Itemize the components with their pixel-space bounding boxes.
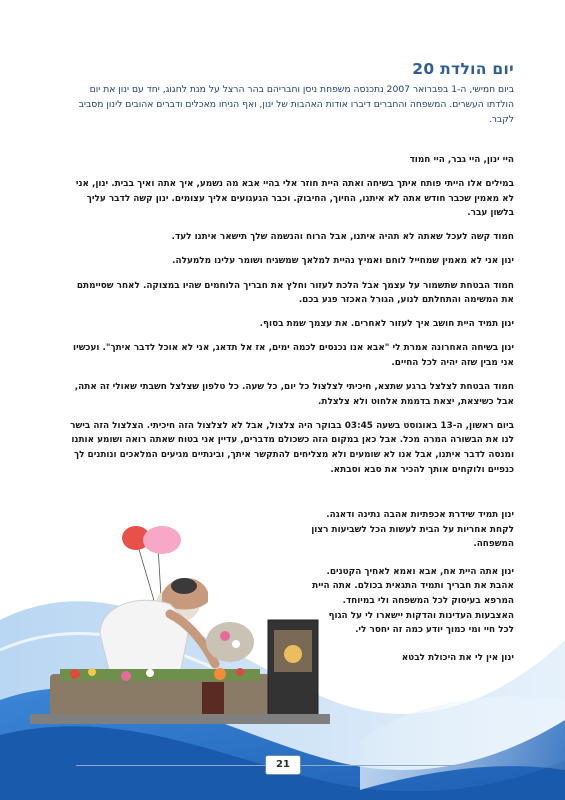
page-footer — [0, 753, 565, 777]
page-title: יום הולדת 20 — [412, 60, 514, 78]
intro-paragraph: ביום חמישי, ה-1 בפברואר 2007 נתכנסה משפחת ניסן וחבריהם בהר הרצל על מנת לחגוג, יחד עם ינון את יום הולדתו העשרים. המשפחה והחברים דיברו אודות האהבות של ינון, ואף הניחו מאכלים ודברים אהובים לינון מסביב לקבר. — [78, 84, 514, 125]
balloon-icon — [143, 526, 181, 554]
letter-paragraph: ינון תמיד שידרת אכפתיות אהבה נתינה ודאגה. לקחת אחריות על הבית לעשות הכל לשביעות רצון המשפחה. — [311, 510, 514, 550]
letter-paragraph: במילים אלו הייתי פותח איתך בשיחה ואתה היית חוזר אלי בהיי אבא מה נשמע, איך אתה ואיך בבית. ינון, אני לא מאמין שכבר חודש אתה לא איתנו, החיוך, החיבוק. וכבר הגעגועים אליך עצומים. ינון קשה לדבר עליך בלשון עבר. — [75, 179, 514, 219]
letter-paragraph: חמוד קשה לעכל שאתה לא תהיה איתנו, אבל הרוח והנשמה שלך תישאר איתנו לעד. — [171, 232, 514, 243]
letter-paragraph: חמוד הבטחת שתשמור על עצמך אבל הלכת לעזור וחלץ את חבריך הלוחמים שהיו במצוקה. לאחר שסיימתם את המשימה והתחלתם לנוע, הגורל האכזר פגע בכם. — [76, 280, 514, 306]
letter-paragraph: היי ינון, היי גבר, היי חמוד — [409, 155, 514, 165]
letter-body — [66, 153, 514, 477]
memorial-photo — [30, 524, 330, 724]
side-column — [310, 508, 514, 678]
letter-paragraph: ינון אין לי את היכולת לבטא — [401, 652, 514, 663]
page-number: 21 — [265, 755, 301, 775]
letter-paragraph: ינון אני לא מאמין שמחייל לוחם ואמיץ נהיית למלאך שמשגיח ושומר עלינו מלמעלה. — [172, 256, 514, 267]
letter-paragraph: חמוד הבטחת לצלצל ברגע שתצא, חיכיתי לצלצול כל יום, כל שעה. כל טלפון שצלצל חשבתי שאולי זה אתה, אבל כשיצאת, יצאת בדממת אלחוט ולא צלצלת. — [74, 382, 514, 407]
letter-paragraph: ינון אתה היית אח, אבא ואמא לאחיך הקטנים. אהבת את חבריך ותמיד התגאית בכולם. אתה היית המרפא בעיסוק לכל המשפחה ולי במיוחד. האצבעות העדינות והדקות יישארו לי על הגוף לכל חיי ומי כמוך יודע כמה זה יחסר לי. — [312, 566, 514, 636]
letter-paragraph: ינון תמיד היית חושב איך לעזור לאחרים. את עצמך שמת בסוף. — [259, 319, 514, 330]
letter-paragraph: ינון בשיחה האחרונה אמרת לי "אבא אנו נכנסים לכמה ימים, אז אל תדאג, אני לא אוכל לדבר איתך". ועכשיו אני מבין שזה יהיה לכל החיים. — [73, 343, 514, 368]
article — [66, 60, 514, 487]
letter-paragraph: ביום ראשון, ה-13 באוגוסט בשעה 03:45 בבוקר היה צלצול, אבל לא לצלצול הזה חיכיתי. הצלצול הזה בישר לנו את הבשורה המרה מכל. אבל כאן במקום הזה כשכולם מדברים, עדיין אני בטוח שאתה רואה ושומע אותנו ומנסה לדבר איתנו, אבל אנו לא שומעים ולא מצליחים להתקשר איתך, ובינתיים מגיעים המלאכים ונותנים לך כנפיים ולוקחים אותך להכיר את סבא וסבתא. — [70, 420, 514, 475]
